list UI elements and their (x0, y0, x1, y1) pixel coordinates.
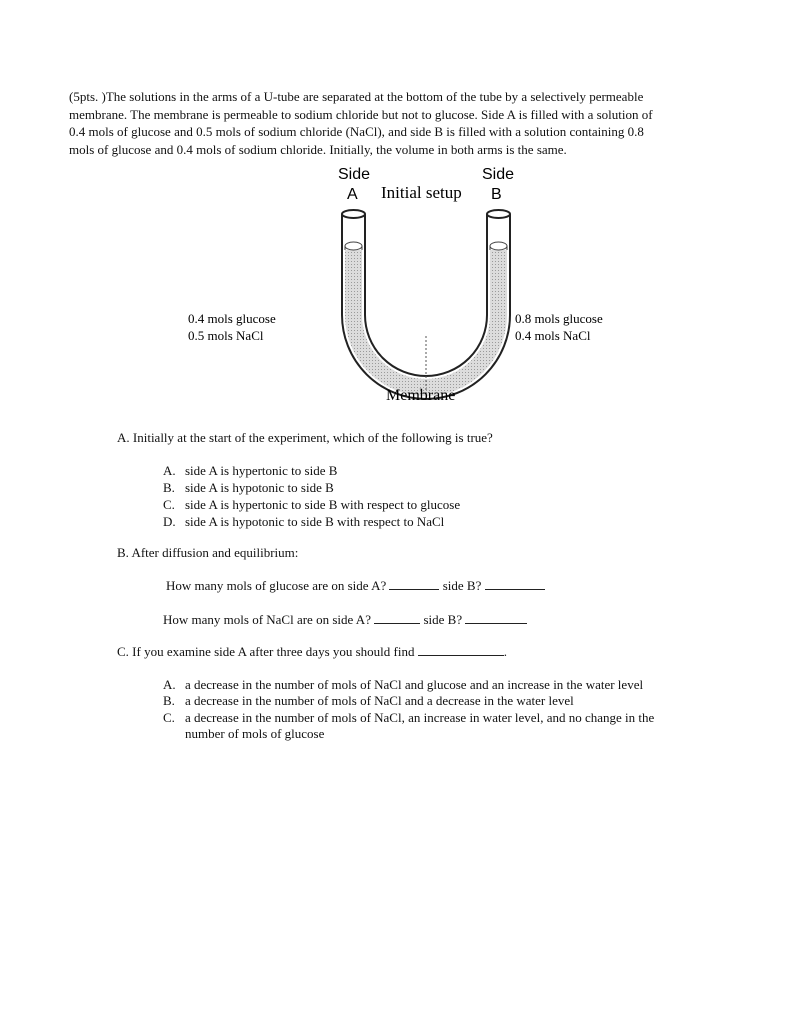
intro-line-4: mols of glucose and 0.4 mols of sodium chloride. Initially, the volume in both arms is the same. (69, 141, 567, 157)
question-c-prompt: C. If you examine side A after three days you should find (117, 644, 415, 659)
tube-outer-wall (342, 214, 510, 399)
question-a-prompt: A. Initially at the start of the experiment, which of the following is true? (117, 430, 493, 445)
nacl-side-a-blank[interactable] (374, 612, 420, 624)
question-a-option: B. side A is hypotonic to side B (163, 480, 334, 495)
tube-inner-wall (365, 214, 487, 376)
tube-opening-b (487, 210, 510, 218)
liquid-surface-a (345, 242, 362, 250)
glucose-side-a-blank[interactable] (389, 578, 439, 590)
question-a-option: A. side A is hypertonic to side B (163, 463, 338, 478)
glucose-side-b-blank[interactable] (485, 578, 545, 590)
side-b-letter: B (491, 186, 502, 203)
right-nacl-label: 0.4 mols NaCl (515, 328, 591, 343)
question-c-option: C. a decrease in the number of mols of NaCl, an increase in water level, and no change in the (163, 710, 655, 725)
question-c-option: B. a decrease in the number of mols of NaCl and a decrease in the water level (163, 693, 574, 708)
side-b-word: Side (482, 166, 515, 183)
nacl-row (163, 612, 527, 628)
side-a-letter: A (347, 186, 358, 203)
liquid-fill (345, 250, 507, 396)
question-b-prompt: B. After diffusion and equilibrium: (117, 545, 299, 560)
diagram-title: Initial setup (381, 183, 462, 202)
question-c-option: A. a decrease in the number of mols of NaCl and glucose and an increase in the water level (163, 677, 644, 692)
left-glucose-label: 0.4 mols glucose (188, 311, 276, 326)
intro-line-2: membrane. The membrane is permeable to sodium chloride but not to glucose. Side A is filled with a solution of (69, 106, 653, 122)
membrane-label: Membrane (386, 387, 456, 404)
left-nacl-label: 0.5 mols NaCl (188, 328, 264, 343)
question-c-option-continued: number of mols of glucose (185, 726, 325, 741)
side-a-word: Side (338, 166, 371, 183)
question-a-option: C. side A is hypertonic to side B with respect to glucose (163, 497, 461, 512)
question-c-row (117, 644, 507, 660)
glucose-side-a-text: How many mols of glucose are on side A? (166, 578, 387, 593)
right-glucose-label: 0.8 mols glucose (515, 311, 603, 326)
glucose-row (166, 578, 545, 594)
intro-line-1: (5pts. )The solutions in the arms of a U-tube are separated at the bottom of the tube by a selectively permeable (69, 89, 644, 104)
tube-opening-a (342, 210, 365, 218)
nacl-side-b-text: side B? (423, 612, 463, 627)
liquid-surface-b (490, 242, 507, 250)
nacl-side-a-text: How many mols of NaCl are on side A? (163, 612, 371, 627)
u-tube-diagram (0, 0, 791, 420)
question-c-period: . (503, 644, 507, 659)
question-c-blank[interactable] (418, 644, 504, 656)
question-a-option: D. side A is hypotonic to side B with respect to NaCl (163, 514, 445, 529)
intro-line-3: 0.4 mols of glucose and 0.5 mols of sodium chloride (NaCl), and side B is filled with a solution containing 0.8 (69, 124, 644, 139)
glucose-side-b-text: side B? (442, 578, 482, 593)
nacl-side-b-blank[interactable] (465, 612, 527, 624)
